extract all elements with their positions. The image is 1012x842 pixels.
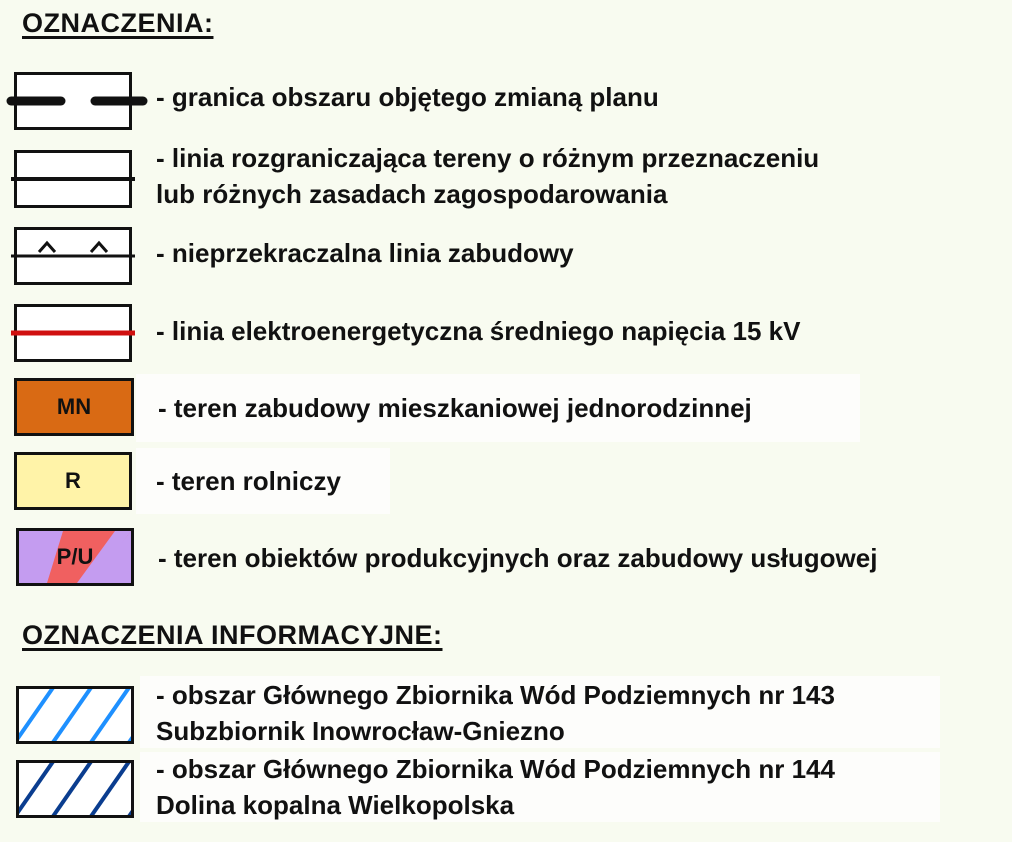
legend-text-gzwp-143-line1: - obszar Głównego Zbiornika Wód Podziemnych nr 143 <box>156 680 835 710</box>
legend-text-boundary: - granica obszaru objętego zmianą planu <box>156 82 659 112</box>
legend-text-demarcation <box>156 140 819 212</box>
light-blue-hatch-icon <box>16 686 134 744</box>
r-zone-label: R <box>65 468 81 493</box>
legend-text-pu: - teren obiektów produkcyjnych oraz zabudowy usługowej <box>158 543 878 573</box>
dashed-thick-black-line-icon <box>14 72 132 130</box>
pu-zone-label: P/U <box>56 544 94 569</box>
legend-text-gzwp-144 <box>156 751 835 823</box>
legend-text-power-line: - linia elektroenergetyczna średniego napięcia 15 kV <box>156 316 801 346</box>
legend-text-demarcation-line1: - linia rozgraniczająca tereny o różnym przeznaczeniu <box>156 143 820 173</box>
r-zone-swatch <box>14 452 132 510</box>
mn-zone-label: MN <box>56 394 92 419</box>
legend-text-demarcation-line2: lub różnych zasadach zagospodarowania <box>156 179 668 209</box>
legend-text-gzwp-143-line2: Subzbiornik Inowrocław-Gniezno <box>156 716 565 746</box>
red-line-icon <box>14 304 132 362</box>
info-legend-heading: OZNACZENIA INFORMACYJNE: <box>22 620 443 650</box>
pu-zone-swatch <box>16 528 134 586</box>
legend-text-mn: - teren zabudowy mieszkaniowej jednorodzinnej <box>158 393 752 423</box>
caret-line-icon <box>14 227 132 285</box>
mn-zone-swatch <box>14 378 134 436</box>
legend-text-gzwp-144-line1: - obszar Głównego Zbiornika Wód Podziemnych nr 144 <box>156 754 835 784</box>
dark-blue-hatch-icon <box>16 760 134 818</box>
solid-black-line-icon <box>14 150 132 208</box>
legend-text-building-line: - nieprzekraczalna linia zabudowy <box>156 238 574 268</box>
legend-text-gzwp-144-line2: Dolina kopalna Wielkopolska <box>156 790 515 820</box>
legend-text-r: - teren rolniczy <box>156 466 341 496</box>
legend-text-gzwp-143 <box>156 677 835 749</box>
legend-heading: OZNACZENIA: <box>22 8 214 38</box>
